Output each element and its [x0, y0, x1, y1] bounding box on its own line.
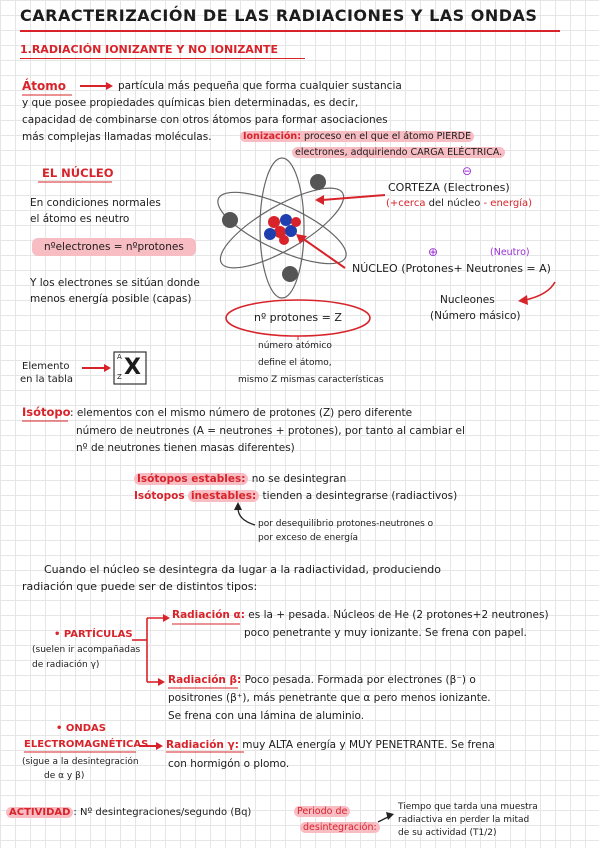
periodo-text-a: Periodo de [294, 806, 350, 817]
atomo-line-3: capacidad de combinarse con otros átomos para formar asociaciones [22, 114, 388, 126]
nucleones-label: Nucleones [440, 294, 495, 306]
equal-box [32, 241, 196, 254]
nucleo-neutro-note: (Neutro) [490, 247, 530, 258]
beta-line-3: Se frena con una lámina de aluminio. [168, 710, 365, 722]
inestables-line [134, 490, 457, 503]
actividad-text: : Nº desintegraciones/segundo (Bq) [73, 807, 252, 818]
particulas-label: • PARTÍCULAS [54, 629, 133, 640]
inestables-note-arrow [234, 502, 255, 525]
gamma-line-1 [166, 739, 495, 752]
beta-label: Radiación β: [168, 674, 242, 686]
beta-line-2: positrones (β⁺), más penetrante que α pero menos ionizante. [168, 692, 491, 704]
isotopo-label: Isótopo [22, 405, 71, 419]
equal-text: nºelectrones = nºprotones [32, 238, 196, 256]
beta-text-1: Poco pesada. Formada por electrones (β⁻) o [244, 674, 476, 686]
corteza-arrow [315, 195, 385, 205]
ionizacion-line-2 [292, 146, 505, 159]
corteza-note-a: (+cerca [386, 198, 426, 209]
corteza-note-b: del núcleo [428, 198, 481, 209]
elemento-a: A [117, 353, 122, 361]
gamma-line-2: con hormigón o plomo. [168, 758, 290, 770]
nucleo-heading: EL NÚCLEO [42, 166, 114, 180]
protones-z: nº protones = Z [254, 311, 342, 324]
alfa-label: Radiación α: [172, 609, 245, 621]
corteza-sign: ⊖ [462, 164, 473, 178]
atomo-label: Átomo [22, 79, 67, 93]
periodo-arrow [378, 812, 394, 822]
elemento-label-2: en la tabla [20, 374, 74, 385]
cond-line-2: el átomo es neutro [30, 213, 130, 225]
numero-masico-label: (Número másico) [430, 310, 521, 322]
cond-line-1: En condiciones normales [30, 197, 161, 209]
inestables-note-2: por exceso de energía [258, 533, 359, 543]
elemento-label-1: Elemento [22, 361, 70, 372]
inestables-text: tienden a desintegrarse (radiactivos) [262, 490, 458, 502]
section-subtitle: 1.RADIACIÓN IONIZANTE Y NO IONIZANTE [20, 43, 279, 56]
periodo-def-2: radiactiva en perder la mitad [398, 815, 530, 825]
gamma-label: Radiación γ: [166, 739, 239, 751]
corteza-note [386, 197, 532, 210]
electrons-line-2: menos energía posible (capas) [30, 293, 192, 305]
isotopo-line-1: : elementos con el mismo número de protones (Z) pero diferente [70, 407, 413, 419]
alfa-line-2: poco penetrante y muy ionizante. Se frena con papel. [244, 627, 527, 639]
atomo-line-2: y que posee propiedades químicas bien determinadas, es decir, [22, 97, 359, 109]
radiactividad-line-1: Cuando el núcleo se desintegra da lugar a la radiactividad, produciendo [44, 563, 442, 576]
periodo-text-b: desintegración: [300, 822, 380, 833]
z-note-2: define el átomo, [258, 358, 332, 368]
alfa-line-1 [172, 609, 549, 622]
elemento-symbol: X [124, 355, 141, 380]
corteza-label: CORTEZA (Electrones) [388, 181, 510, 194]
page-title: CARACTERIZACIÓN DE LAS RADIACIONES Y LAS ONDAS [20, 6, 538, 25]
electrons-line-1: Y los electrones se sitúan donde [30, 277, 200, 289]
alfa-text-1: es la + pesada. Núcleos de He (2 protones+2 neutrones) [248, 609, 549, 621]
elemento-z: Z [117, 373, 122, 381]
elemento-arrow [82, 364, 111, 372]
gamma-text-1: muy ALTA energía y MUY PENETRANTE. Se frena [242, 739, 495, 751]
z-note-3: mismo Z mismas características [238, 375, 384, 385]
corteza-note-c: - energía) [483, 198, 533, 209]
beta-line-1 [168, 674, 476, 687]
ionizacion-text-2: electrones, adquiriendo CARGA ELÉCTRICA. [292, 147, 505, 158]
inestables-pre: Isótopos [134, 490, 185, 502]
periodo-label-2 [300, 822, 380, 834]
atomo-line-4: más complejas llamadas moléculas. [22, 131, 212, 143]
ionizacion-text-1: proceso en el que el átomo PIERDE [304, 131, 472, 142]
estables-label: Isótopos estables: [134, 473, 248, 485]
atomo-line-1: partícula más pequeña que forma cualquier sustancia [118, 80, 402, 92]
nucleo-plus-sign: ⊕ [428, 245, 439, 259]
isotopo-line-3: nº de neutrones tienen masas diferentes) [76, 442, 295, 454]
isotopo-line-2: número de neutrones (A = neutrones + protones), por tanto al cambiar el [76, 425, 465, 437]
ionizacion-line-1 [240, 130, 474, 143]
periodo-label-1 [294, 806, 350, 818]
inestables-note-1: por desequilibrio protones-neutrones o [258, 519, 434, 529]
inestables-word: inestables: [188, 490, 259, 502]
nucleo-label: NÚCLEO (Protones+ Neutrones = A) [352, 262, 551, 275]
actividad-line [6, 806, 251, 819]
ondas-label-1: • ONDAS [56, 723, 106, 734]
ondas-note-1: (sigue a la desintegración [22, 757, 139, 767]
estables-text: no se desintegran [251, 473, 347, 485]
atom-diagram [209, 158, 354, 298]
actividad-label: ACTIVIDAD [6, 807, 73, 818]
ondas-note-2: de α y β) [44, 771, 85, 781]
periodo-def-3: de su actividad (T1/2) [398, 828, 497, 838]
ondas-label-2: ELECTROMAGNÉTICAS [24, 739, 149, 750]
ionizacion-label: Ionización: [243, 131, 301, 142]
atomo-arrow [80, 82, 113, 90]
nucleones-arrow [518, 282, 555, 305]
z-note-1: número atómico [258, 341, 332, 351]
particulas-note-1: (suelen ir acompañadas [32, 645, 141, 655]
periodo-def-1: Tiempo que tarda una muestra [398, 802, 538, 812]
particulas-note-2: de radiación γ) [32, 660, 100, 670]
radiactividad-line-2: radiación que puede ser de distintos tipos: [22, 580, 258, 593]
estables-line [134, 473, 346, 486]
